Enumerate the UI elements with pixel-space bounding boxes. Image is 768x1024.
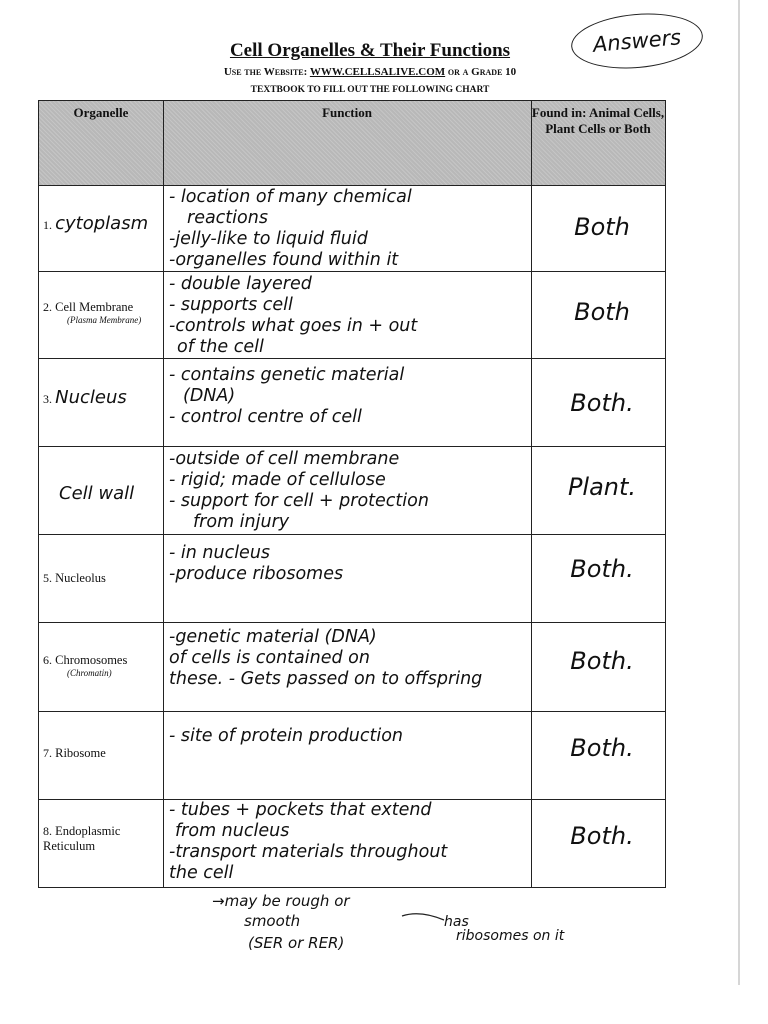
header-organelle: Organelle (73, 105, 129, 120)
found-in-value: Plant. (567, 473, 637, 501)
found-in-value: Both (574, 213, 630, 241)
table-row (39, 447, 665, 535)
note-line-1: →may be rough or (212, 892, 350, 910)
note-line-2: smooth (244, 912, 301, 930)
answers-label: Answers (569, 8, 705, 73)
header-found-in: Found in: Animal Cells, Plant Cells or Both (531, 105, 665, 136)
organelle-name: 2. Cell Membrane (Plasma Membrane) (43, 300, 142, 325)
organelle-name: Cell wall (59, 483, 135, 504)
function-text: -outside of cell membrane - rigid; made of cellulose - support for cell + protection from injury (169, 449, 429, 532)
header-function: Function (322, 105, 372, 120)
found-in-value: Both. (570, 647, 634, 675)
table-row (39, 272, 665, 359)
website-link: WWW.CELLSALIVE.COM (309, 66, 446, 78)
organelle-name: 6. Chromosomes (Chromatin) (43, 653, 128, 678)
instructions-line-2: TEXTBOOK TO FILL OUT THE FOLLOWING CHART (250, 85, 490, 95)
organelle-table (38, 100, 666, 888)
organelle-name: 3. Nucleus (43, 387, 127, 408)
instructions-line-1: Use the Website: WWW.CELLSALIVE.COM or a Grade 10 (223, 66, 517, 78)
found-in-value: Both. (570, 555, 634, 583)
function-text: - location of many chemical reactions -jelly-like to liquid fluid -organelles found within it (169, 187, 412, 270)
table-row (39, 185, 665, 272)
table-row (39, 623, 665, 712)
organelle-name: 8. Endoplasmic Reticulum (43, 824, 121, 853)
function-text: - in nucleus -produce ribosomes (169, 543, 344, 584)
found-in-value: Both. (570, 822, 634, 850)
organelle-name: 5. Nucleolus (43, 571, 106, 585)
function-text: - tubes + pockets that extend from nucleus -transport materials throughout the cell (169, 800, 448, 883)
table-row (39, 535, 665, 623)
note-side-2: ribosomes on it (456, 928, 565, 944)
table-row (39, 800, 665, 889)
note-side-1: has (444, 914, 469, 930)
note-connector-line (400, 908, 450, 928)
found-in-value: Both. (570, 389, 634, 417)
organelle-name: 7. Ribosome (43, 746, 106, 760)
page-edge-line (738, 0, 740, 985)
function-text: - contains genetic material (DNA) - control centre of cell (169, 365, 405, 427)
organelle-name: 1. cytoplasm (43, 213, 149, 234)
table-row (39, 359, 665, 447)
arrow-icon: → (212, 892, 225, 910)
found-in-value: Both (574, 298, 630, 326)
table-row (39, 712, 665, 800)
function-text: - site of protein production (169, 726, 403, 746)
function-text: - double layered - supports cell -controls what goes in + out of the cell (169, 274, 418, 357)
table-header (39, 101, 665, 186)
found-in-value: Both. (570, 734, 634, 762)
worksheet-title: Cell Organelles & Their Functions (229, 40, 511, 61)
note-line-3: (SER or RER) (248, 934, 345, 952)
function-text: -genetic material (DNA) of cells is contained on these. - Gets passed on to offspring (169, 627, 483, 689)
